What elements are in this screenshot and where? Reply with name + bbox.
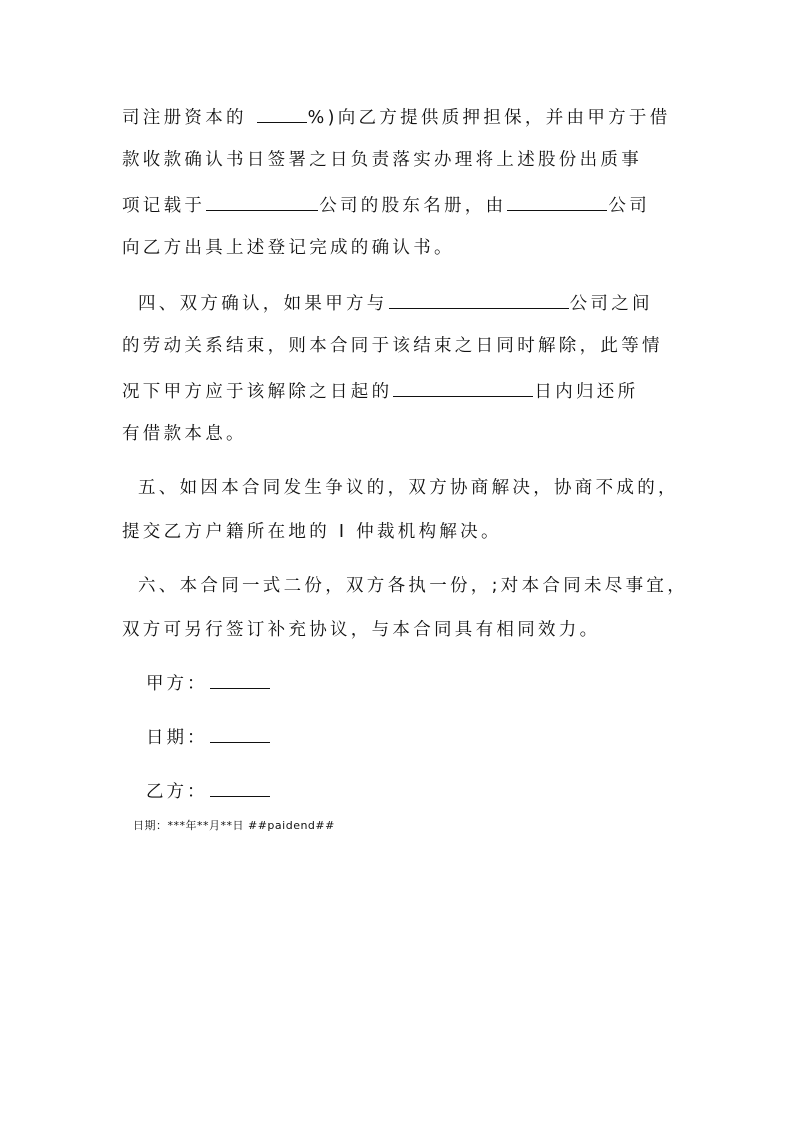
text-segment: 司注册资本的 — [122, 108, 256, 128]
signature-label: 甲方： — [146, 674, 208, 694]
paragraph-6-line-2 — [122, 618, 674, 642]
paragraph-4-line-1 — [138, 290, 674, 316]
text-segment: 五、如因本合同发生争议的，双方协商解决，协商不成的， — [138, 478, 679, 498]
paragraph-3-line-1 — [122, 104, 674, 130]
paragraph-4-line-4 — [122, 422, 674, 446]
text-segment: 公司的股东名册，由 — [319, 196, 507, 216]
blank-capital-percent — [257, 104, 307, 123]
text-segment: %)向乙方提供质押担保，并由甲方于借 — [307, 108, 671, 128]
text-segment: 的劳动关系结束，则本合同于该结束之日同时解除，此等情 — [122, 336, 663, 356]
signature-blank-date — [210, 724, 270, 743]
text-segment: 向乙方出具上述登记完成的确认书。 — [122, 238, 455, 258]
paragraph-4-line-3 — [122, 378, 674, 404]
signature-label: 日期： — [146, 728, 208, 748]
text-segment: 项记载于 — [122, 196, 206, 216]
text-segment: 六、本合同一式二份，双方各执一份，;对本合同未尽事宜， — [138, 576, 688, 596]
paragraph-3-line-3 — [122, 192, 674, 218]
text-segment: 四、双方确认，如果甲方与 — [138, 294, 388, 314]
text-segment: 日内归还所 — [534, 382, 639, 402]
signature-date — [146, 724, 271, 750]
signature-blank-party-a — [210, 670, 270, 689]
text-segment: 公司之间 — [569, 294, 653, 314]
paragraph-5-line-1 — [138, 476, 679, 500]
text-segment: 提交乙方户籍所在地的 I 仲裁机构解决。 — [122, 522, 502, 542]
text-segment: 双方可另行签订补充协议，与本合同具有相同效力。 — [122, 620, 601, 640]
paragraph-3-line-4 — [122, 236, 674, 260]
blank-repayment-days — [393, 378, 533, 397]
text-segment: 有借款本息。 — [122, 424, 247, 444]
paragraph-6-line-1 — [138, 574, 688, 598]
blank-company-name-1 — [206, 192, 318, 211]
signature-party-a — [146, 670, 271, 696]
paragraph-4-line-2 — [122, 334, 674, 358]
blank-company-name-2 — [507, 192, 607, 211]
footer-date-line: 日期：***年**月**日 ##paidend## — [133, 819, 335, 832]
text-segment: 公司 — [608, 196, 651, 216]
signature-blank-party-b — [210, 778, 270, 797]
text-segment: 款收款确认书日签署之日负责落实办理将上述股份出质事 — [122, 150, 642, 170]
signature-label: 乙方： — [146, 782, 208, 802]
paragraph-5-line-2 — [122, 520, 674, 544]
text-segment: 况下甲方应于该解除之日起的 — [122, 382, 393, 402]
paragraph-3-line-2 — [122, 148, 674, 172]
blank-employer-company — [389, 290, 569, 309]
signature-party-b — [146, 778, 271, 804]
